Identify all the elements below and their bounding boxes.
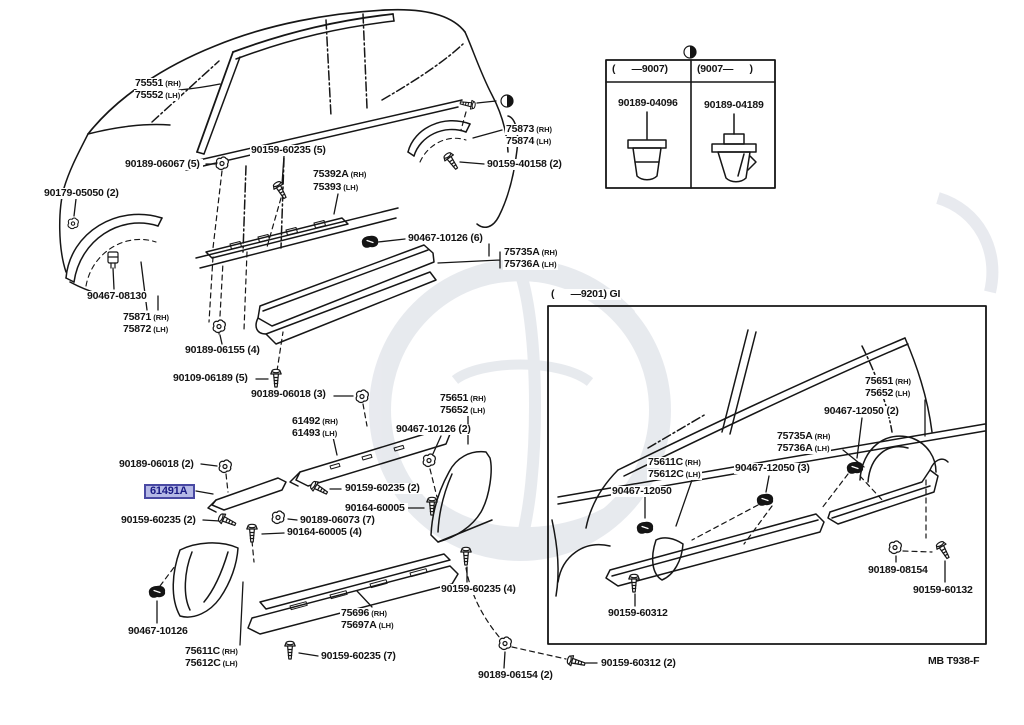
- part-label-r-75735A: 75735A (RH): [777, 430, 831, 442]
- part-label-m-06154-2: 90189-06154 (2): [477, 670, 556, 681]
- part-label-m-40158-2: 90159-40158 (2): [486, 159, 565, 170]
- part-label-m-75392A: 75392A (RH): [313, 168, 367, 180]
- part-label-m-75651: 75651 (RH): [440, 392, 487, 404]
- clip-table-range-post9007: (9007— ): [697, 63, 753, 75]
- part-label-m-60005: 90164-60005: [344, 503, 408, 514]
- part-label-r-75736A: 75736A (LH): [777, 442, 830, 454]
- part-label-m-75551: 75551 (RH): [135, 77, 182, 89]
- part-label-m-05050-2: 90179-05050 (2): [43, 188, 122, 199]
- part-label-m-75697A: 75697A (LH): [341, 619, 394, 631]
- part-label-m-61493: 61493 (LH): [292, 427, 338, 439]
- part-label-r-75612C: 75612C (LH): [648, 468, 701, 480]
- part-label-r-75652: 75652 (LH): [865, 387, 911, 399]
- part-label-m-60235-2a: 90159-60235 (2): [120, 515, 199, 526]
- part-label-m-60005-4: 90164-60005 (4): [286, 527, 365, 538]
- part-label-m-08130: 90467-08130: [86, 291, 150, 302]
- part-label-r-90467-12050-2: 90467-12050 (2): [823, 406, 902, 417]
- part-label-m-75552: 75552 (LH): [135, 89, 181, 101]
- diagram-code: MB T938-F: [928, 655, 980, 667]
- clip-table-part-90189-04189: 90189-04189: [704, 99, 764, 111]
- part-label-m-60235-4: 90159-60235 (4): [440, 584, 519, 595]
- clip-table-range-pre9007: ( —9007): [612, 63, 668, 75]
- part-label-r-90467-12050-3: 90467-12050 (3): [734, 463, 813, 474]
- part-label-m-75736A: 75736A (LH): [504, 258, 557, 270]
- part-label-m-10126: 90467-10126: [127, 626, 191, 637]
- part-label-m-75873: 75873 (RH): [506, 123, 553, 135]
- part-label-r-90467-12050: 90467-12050: [611, 486, 675, 497]
- part-label-m-75871: 75871 (RH): [123, 311, 170, 323]
- part-label-m-61491A[interactable]: 61491A: [144, 484, 195, 499]
- clip-table-part-90189-04096: 90189-04096: [618, 97, 678, 109]
- part-label-r-90159-60132: 90159-60132: [912, 585, 976, 596]
- part-label-r-75651: 75651 (RH): [865, 375, 912, 387]
- part-label-m-75611C: 75611C (RH): [185, 645, 238, 657]
- part-label-r-90159-60312: 90159-60312: [607, 608, 671, 619]
- part-label-m-06073-7: 90189-06073 (7): [299, 515, 378, 526]
- part-label-m-60235-5: 90159-60235 (5): [250, 145, 329, 156]
- part-label-m-61492: 61492 (RH): [292, 415, 339, 427]
- part-label-m-60312-2: 90159-60312 (2): [600, 658, 679, 669]
- part-label-m-75612C: 75612C (LH): [185, 657, 238, 669]
- part-label-m-75872: 75872 (LH): [123, 323, 169, 335]
- part-label-m-06018-3: 90189-06018 (3): [250, 389, 329, 400]
- part-label-r-90189-08154: 90189-08154: [867, 565, 931, 576]
- part-label-m-06067-5: 90189-06067 (5): [124, 159, 203, 170]
- part-label-m-75393: 75393 (LH): [313, 181, 359, 193]
- part-label-m-75652: 75652 (LH): [440, 404, 486, 416]
- part-label-m-60235-2b: 90159-60235 (2): [344, 483, 423, 494]
- part-label-m-06155-4: 90189-06155 (4): [184, 345, 263, 356]
- inset-header: ( —9201) GI: [551, 288, 621, 300]
- part-label-m-06189-5: 90109-06189 (5): [172, 373, 251, 384]
- part-label-r-75611C: 75611C (RH): [648, 456, 701, 468]
- part-label-m-10126-2: 90467-10126 (2): [395, 424, 474, 435]
- part-label-m-60235-7: 90159-60235 (7): [320, 651, 399, 662]
- part-label-m-75735A: 75735A (RH): [504, 246, 558, 258]
- part-label-m-75874: 75874 (LH): [506, 135, 552, 147]
- part-label-m-06018-2: 90189-06018 (2): [118, 459, 197, 470]
- part-label-m-75696: 75696 (RH): [341, 607, 388, 619]
- part-label-m-10126-6: 90467-10126 (6): [407, 233, 486, 244]
